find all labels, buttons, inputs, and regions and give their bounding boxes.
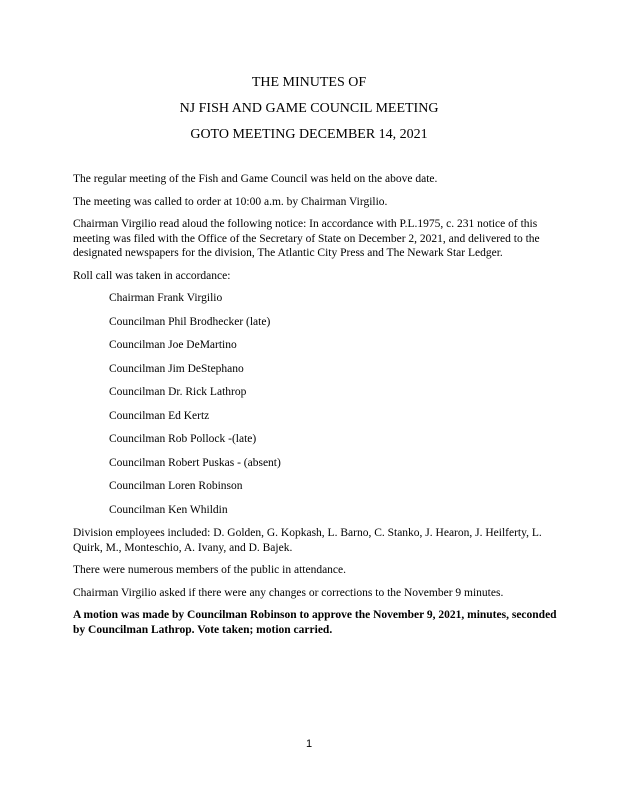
- notice-paragraph: Chairman Virgilio read aloud the following notice: In accordance with P.L.1975, c. 231 notice of this meeting was filed with the Office of the Secretary of State on December 2, 2021, and delivered to the designated newspapers for the division, The Atlantic City Press and The Newark Star Ledger.: [73, 218, 540, 259]
- roster-item: Councilman Rob Pollock -(late): [109, 433, 257, 445]
- roster-item: Councilman Phil Brodhecker (late): [109, 315, 271, 328]
- roster-item: Chairman Frank Virgilio: [109, 292, 223, 304]
- changes-paragraph: Chairman Virgilio asked if there were any changes or corrections to the November 9 minutes.: [73, 586, 504, 599]
- roster-item: Councilman Jim DeStephano: [109, 362, 244, 375]
- roster-item: Councilman Ken Whildin: [109, 503, 228, 516]
- title-line-meeting-date: GOTO MEETING DECEMBER 14, 2021: [190, 127, 428, 142]
- roll-call-paragraph: Roll call was taken in accordance:: [73, 269, 231, 282]
- page-number: 1: [305, 738, 313, 750]
- roll-call-list: [73, 291, 563, 517]
- roster-item: Councilman Joe DeMartino: [109, 339, 237, 351]
- roster-item: Councilman Ed Kertz: [109, 409, 210, 422]
- roster-item: Councilman Loren Robinson: [109, 480, 243, 492]
- call-to-order-paragraph: The meeting was called to order at 10:00 a.m. by Chairman Virgilio.: [73, 195, 388, 208]
- roster-item: Councilman Robert Puskas - (absent): [109, 456, 281, 469]
- intro-paragraph: The regular meeting of the Fish and Game Council was held on the above date.: [73, 173, 438, 185]
- title-line-minutes: THE MINUTES OF: [251, 75, 367, 90]
- minutes-body: [73, 172, 563, 637]
- public-attendance-paragraph: There were numerous members of the public in attendance.: [73, 564, 347, 576]
- motion-paragraph: A motion was made by Councilman Robinson to approve the November 9, 2021, minutes, seconded by Councilman Lathrop. Vote taken; motion carried.: [73, 609, 557, 636]
- division-employees-paragraph: Division employees included: D. Golden, G. Kopkash, L. Barno, C. Stanko, J. Hearon, J. Heilferty, L. Quirk, M., Monteschio, A. Ivany, and D. Bajek.: [73, 527, 542, 554]
- roster-item: Councilman Dr. Rick Lathrop: [109, 386, 247, 398]
- title-line-council: NJ FISH AND GAME COUNCIL MEETING: [179, 101, 439, 116]
- document-title: [0, 76, 618, 154]
